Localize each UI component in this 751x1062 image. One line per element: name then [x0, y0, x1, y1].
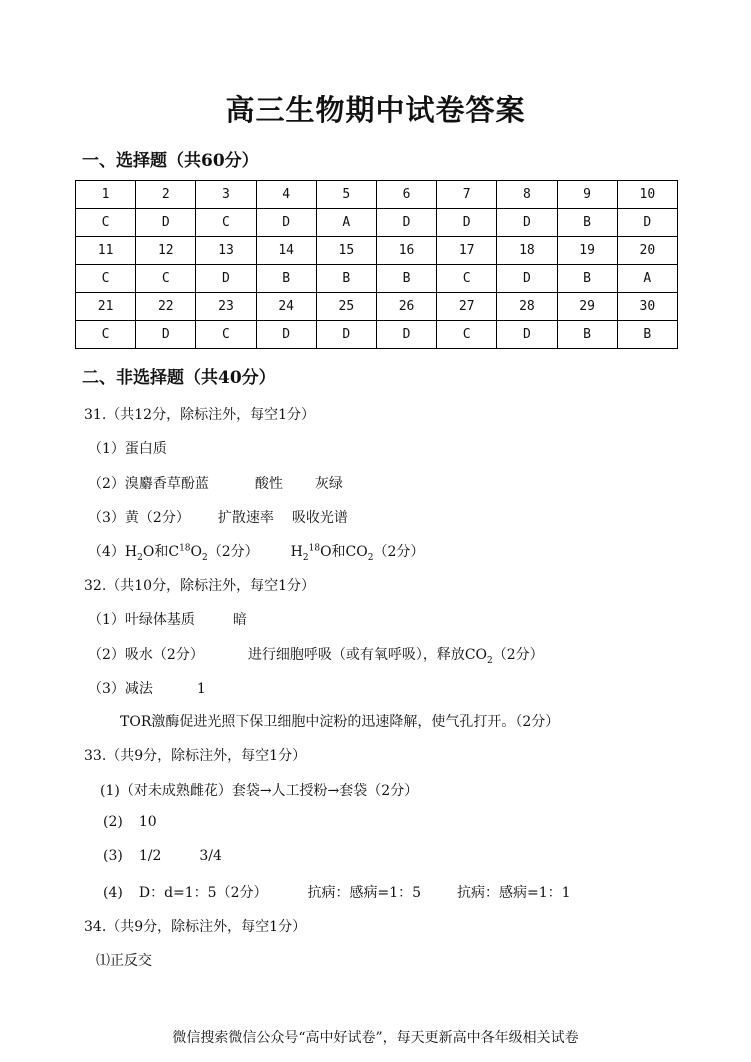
answer-cell: D	[136, 209, 196, 237]
answer-row	[76, 321, 678, 349]
q31-answer-2a: （2）溴麝香草酚蓝	[88, 476, 209, 492]
q33-answer-3c: 3/4	[199, 848, 222, 864]
answer-cell: B	[557, 209, 617, 237]
answer-cell: D	[617, 209, 677, 237]
q31-answer-4b-rest: O和CO	[320, 544, 368, 560]
q33-answer-2a: (2)	[103, 814, 123, 830]
answer-cell: B	[557, 265, 617, 293]
q31-answer-4-oc: O和C	[142, 544, 180, 560]
question-number-cell: 22	[136, 293, 196, 321]
answer-cell: B	[316, 265, 376, 293]
question-number-cell: 8	[497, 181, 557, 209]
q32-answer-1a: （1）叶绿体基质	[88, 612, 195, 628]
answer-cell: D	[497, 321, 557, 349]
answer-cell: D	[196, 265, 256, 293]
question-number-row	[76, 293, 678, 321]
question-number-cell: 27	[437, 293, 497, 321]
answer-cell: C	[196, 321, 256, 349]
q31-answer-4b-sup: 18	[308, 543, 321, 554]
question-number-cell: 5	[316, 181, 376, 209]
answer-cell: D	[136, 321, 196, 349]
q33-answer-3a: (3)	[103, 848, 123, 864]
answer-row	[76, 209, 678, 237]
q31-answer-2c: 灰绿	[314, 476, 343, 492]
q32-answer-3a: （3）减法	[88, 681, 153, 697]
q31-header: 31.（共12分，除标注外，每空1分）	[84, 407, 315, 423]
question-number-cell: 2	[136, 181, 196, 209]
answer-cell: B	[617, 321, 677, 349]
question-number-cell: 23	[196, 293, 256, 321]
q33-answer-4a: (4)	[103, 885, 123, 901]
answer-cell: C	[76, 321, 136, 349]
question-number-cell: 18	[497, 237, 557, 265]
q31-answer-3a: （3）黄（2分）	[88, 510, 190, 526]
q32-answer-4: TOR激酶促进光照下保卫细胞中淀粉的迅速降解，使气孔打开。（2分）	[120, 714, 560, 730]
q32-answer-2a: （2）吸水（2分）	[88, 647, 204, 663]
q31-answer-2b: 酸性	[254, 476, 283, 492]
answer-cell: C	[196, 209, 256, 237]
q32-answer-1	[88, 609, 247, 629]
question-number-cell: 11	[76, 237, 136, 265]
q31-answer-4-o: O	[190, 544, 202, 560]
q32-answer-1b: 暗	[232, 612, 247, 628]
answer-cell: D	[256, 209, 316, 237]
q33-answer-2	[103, 814, 157, 830]
question-number-cell: 25	[316, 293, 376, 321]
question-number-row	[76, 237, 678, 265]
answer-cell: A	[316, 209, 376, 237]
question-number-cell: 13	[196, 237, 256, 265]
q31-answer-4-sub2: 2	[202, 552, 208, 563]
answer-cell: D	[437, 209, 497, 237]
q31-answer-4-sup: 18	[179, 543, 191, 554]
q32-answer-2	[88, 644, 544, 666]
q31-answer-2	[88, 473, 343, 493]
question-number-row	[76, 181, 678, 209]
question-number-cell: 3	[196, 181, 256, 209]
section-heading-multiple-choice: 一、选择题（共60分）	[82, 151, 259, 171]
q32-answer-2-sub: 2	[487, 655, 493, 666]
answer-cell: D	[376, 209, 436, 237]
q32-answer-2c: （2分）	[492, 647, 544, 663]
q33-answer-4c: 抗病：感病=1：5	[307, 885, 422, 901]
q31-answer-1: （1）蛋白质	[88, 441, 167, 457]
question-number-cell: 29	[557, 293, 617, 321]
q32-answer-2b: 进行细胞呼吸（或有氧呼吸），释放CO	[247, 647, 488, 663]
question-number-cell: 17	[437, 237, 497, 265]
question-number-cell: 21	[76, 293, 136, 321]
question-number-cell: 7	[437, 181, 497, 209]
q33-answer-3	[103, 848, 222, 864]
answer-cell: C	[136, 265, 196, 293]
question-number-cell: 24	[256, 293, 316, 321]
q33-answer-4	[103, 882, 571, 902]
answer-cell: B	[557, 321, 617, 349]
question-number-cell: 30	[617, 293, 677, 321]
question-number-cell: 9	[557, 181, 617, 209]
answer-cell: A	[617, 265, 677, 293]
answer-row	[76, 265, 678, 293]
question-number-cell: 16	[376, 237, 436, 265]
q33-header: 33.（共9分，除标注外，每空1分）	[84, 748, 307, 764]
q31-answer-4-sub: 2	[137, 552, 143, 563]
q31-answer-4b-sub2: 2	[367, 552, 374, 563]
q31-answer-3c: 吸收光谱	[291, 510, 348, 526]
q31-answer-4-h: （4）H	[88, 544, 138, 560]
q31-answer-3	[88, 507, 348, 527]
question-number-cell: 28	[497, 293, 557, 321]
question-number-cell: 19	[557, 237, 617, 265]
answer-cell: B	[376, 265, 436, 293]
question-number-cell: 15	[316, 237, 376, 265]
answer-cell: D	[376, 321, 436, 349]
answer-cell: D	[497, 265, 557, 293]
q31-answer-4	[88, 541, 424, 563]
question-number-cell: 14	[256, 237, 316, 265]
q33-answer-3b: 1/2	[138, 848, 162, 864]
section-heading-non-choice: 二、非选择题（共40分）	[82, 368, 276, 388]
question-number-cell: 20	[617, 237, 677, 265]
answer-cell: C	[76, 265, 136, 293]
q33-answer-4b: D：d=1：5（2分）	[138, 885, 268, 901]
question-number-cell: 1	[76, 181, 136, 209]
q33-answer-4d: 抗病：感病=1：1	[457, 885, 571, 901]
answer-cell: C	[76, 209, 136, 237]
q31-answer-4b-h: H	[290, 544, 303, 560]
q33-answer-2b: 10	[138, 814, 157, 830]
q31-answer-4b-points: （2分）	[373, 544, 425, 560]
q34-answer-1: ⑴正反交	[96, 953, 152, 969]
answer-cell: B	[256, 265, 316, 293]
q32-header: 32.（共10分，除标注外，每空1分）	[84, 578, 315, 594]
q32-answer-3b: 1	[196, 681, 206, 697]
q31-answer-3b: 扩散速率	[217, 510, 274, 526]
answer-table	[75, 180, 678, 349]
answer-cell: C	[437, 265, 497, 293]
q34-header: 34.（共9分，除标注外，每空1分）	[84, 919, 307, 935]
question-number-cell: 12	[136, 237, 196, 265]
q31-answer-4-points: （2分）	[207, 544, 259, 560]
answer-cell: D	[316, 321, 376, 349]
q31-answer-4b-sub: 2	[302, 552, 309, 563]
answer-cell: D	[497, 209, 557, 237]
question-number-cell: 6	[376, 181, 436, 209]
q33-answer-1: (1)（对未成熟雌花）套袋→人工授粉→套袋（2分）	[100, 783, 419, 799]
footer-note: 微信搜索微信公众号“高中好试卷”，每天更新高中各年级相关试卷	[172, 1030, 579, 1046]
q32-answer-3	[88, 678, 206, 698]
question-number-cell: 10	[617, 181, 677, 209]
page-title: 高三生物期中试卷答案	[225, 93, 526, 127]
question-number-cell: 4	[256, 181, 316, 209]
answer-cell: D	[256, 321, 316, 349]
question-number-cell: 26	[376, 293, 436, 321]
answer-cell: C	[437, 321, 497, 349]
